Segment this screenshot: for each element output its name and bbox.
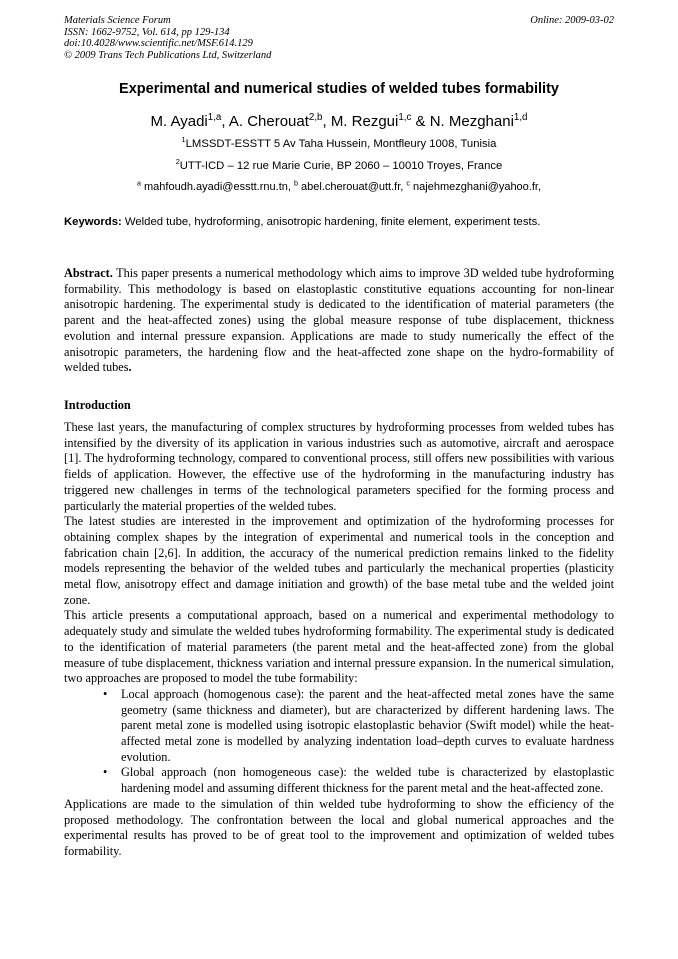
online-date: Online: 2009-03-02 [530, 15, 614, 26]
paragraph: This article presents a computational approach, based on a numerical and experimental methodology to adequately study and simulate the welded tubes hydroforming formability. The experimental study is dedicated to the identification of material parameters (the parent metal and the heat-affected zone) from the global measure of tube displacement, thickness variation and internal pressure expansion. In the numerical simulation, two approaches are proposed to model the tube formability: [64, 608, 614, 686]
email-sup: b [294, 179, 298, 188]
list-item-text: Local approach (homogenous case): the parent and the heat-affected metal zones have the same geometry (same thickness and diameter), but are characterized by different hardening laws. The parent metal zone is modelled using isotropic elastoplastic behavior (Swift model) while the heat-affected metal zone is modelled by analyzing indentation load–depth curves to evaluate hardness evolution. [121, 686, 614, 764]
keywords-text: Welded tube, hydroforming, anisotropic hardening, finite element, experiment tests. [124, 216, 541, 228]
author-sup: 1,d [513, 112, 528, 123]
paper-title: Experimental and numerical studies of welded tubes formability [119, 81, 559, 97]
paragraph: These last years, the manufacturing of complex structures by hydroforming processes from welded tubes has intensified by the diversity of its application in various industries such as automotive, aircraft and aerospace [1]. The hydroforming technology, compared to conventional process, still offers new possibilities with various fields of application. However, the effective use of the hydroforming in the manufacturing industry has triggered new challenges in terms of the technological parameters specified for the forming process and particularly the material properties of the welded tubes. [64, 420, 614, 513]
doi-line: doi:10.4028/www.scientific.net/MSF.614.129 [64, 38, 253, 49]
bullet-icon: • [103, 765, 108, 780]
introduction-body [64, 420, 614, 860]
affiliation-1 [0, 135, 678, 150]
keywords [64, 216, 618, 228]
abstract-end: . [128, 360, 132, 375]
affiliation-sup: 1 [181, 135, 186, 145]
email-sup: a [136, 179, 141, 188]
approach-list [64, 687, 614, 797]
affiliation-2 [0, 157, 678, 172]
email-link[interactable]: abel.cherouat@utt.fr, [301, 181, 404, 193]
author-name: M. Rezgui [330, 113, 399, 130]
author-name: N. Mezghani [429, 113, 514, 130]
bullet-icon: • [103, 686, 108, 701]
publication-meta [64, 15, 271, 61]
author-sup: 2,b [308, 112, 323, 123]
issn-line: ISSN: 1662-9752, Vol. 614, pp 129-134 [64, 26, 230, 38]
copyright-line: © 2009 Trans Tech Publications Ltd, Switzerland [64, 49, 272, 61]
list-item-text: Global approach (non homogeneous case): the welded tube is characterized by elastoplastic hardening model and assuming different thickness for the parent metal and the heat-affected zone. [121, 765, 614, 796]
author-sup: 1,a [207, 112, 222, 123]
abstract-text: This paper presents a numerical methodology which aims to improve 3D welded tube hydroforming formability. This methodology is based on elastoplastic constitutive equations accounting for non-linear anisotropic hardening. The experimental study is dedicated to the identification of material parameters (the parent and the heat-affected zones) using the global measure response of tube displacement, thickness evolution and internal pressure expansion. Applications are made to study numerically the effect of the anisotropic parameters, the hardening flow and the heat-affected zone shape on the hydro-formability of welded tubes [64, 266, 614, 375]
paragraph: The latest studies are interested in the improvement and optimization of the hydroforming processes for obtaining complex shapes by the integration of experimental and numerical tools in the conception and fabrication chain [2,6]. In addition, the accuracy of the numerical prediction remains linked to the fidelity models representing the behavior of the welded tubes and particularly the mechanical properties (plasticity metal flow, anisotropy effect and damage initiation and growth) of the base metal tube and the welded joint zone. [64, 514, 614, 607]
paragraph: Applications are made to the simulation of thin welded tube hydroforming to show the efficiency of the proposed methodology. The confrontation between the local and global numerical approaches and the experimental results has proved to be of great tool to the improvement and optimization of welded tubes formability. [64, 796, 614, 858]
email-sup: c [406, 179, 410, 188]
abstract-label: Abstract. [64, 266, 113, 280]
keywords-label: Keywords: [64, 216, 122, 228]
email-link[interactable]: mahfoudh.ayadi@esstt.rnu.tn, [144, 181, 291, 193]
author-name: M. Ayadi [150, 113, 208, 130]
author-list: M. Ayadi$^{1,a}$, A. Cherouat$^{2,b}$, M. Rezgui$^{1,c}$ & N. Mezghani$^{1,d}$ [150, 112, 528, 130]
list-item [103, 686, 614, 766]
author-name: A. Cherouat [228, 113, 309, 130]
author-emails [0, 181, 678, 193]
section-heading-introduction: Introduction [64, 398, 131, 412]
journal-name: Materials Science Forum [64, 15, 171, 26]
affiliation-text: UTT-ICD – 12 rue Marie Curie, BP 2060 – 10010 Troyes, France [179, 160, 503, 172]
abstract [64, 266, 614, 376]
author-sup: 1,c [398, 112, 412, 123]
email-link[interactable]: najehmezghani@yahoo.fr, [413, 181, 542, 193]
affiliation-sup: 2 [175, 157, 180, 167]
list-item [103, 765, 614, 796]
affiliation-text: LMSSDT-ESSTT 5 Av Taha Hussein, Montfleury 1008, Tunisia [185, 138, 497, 150]
